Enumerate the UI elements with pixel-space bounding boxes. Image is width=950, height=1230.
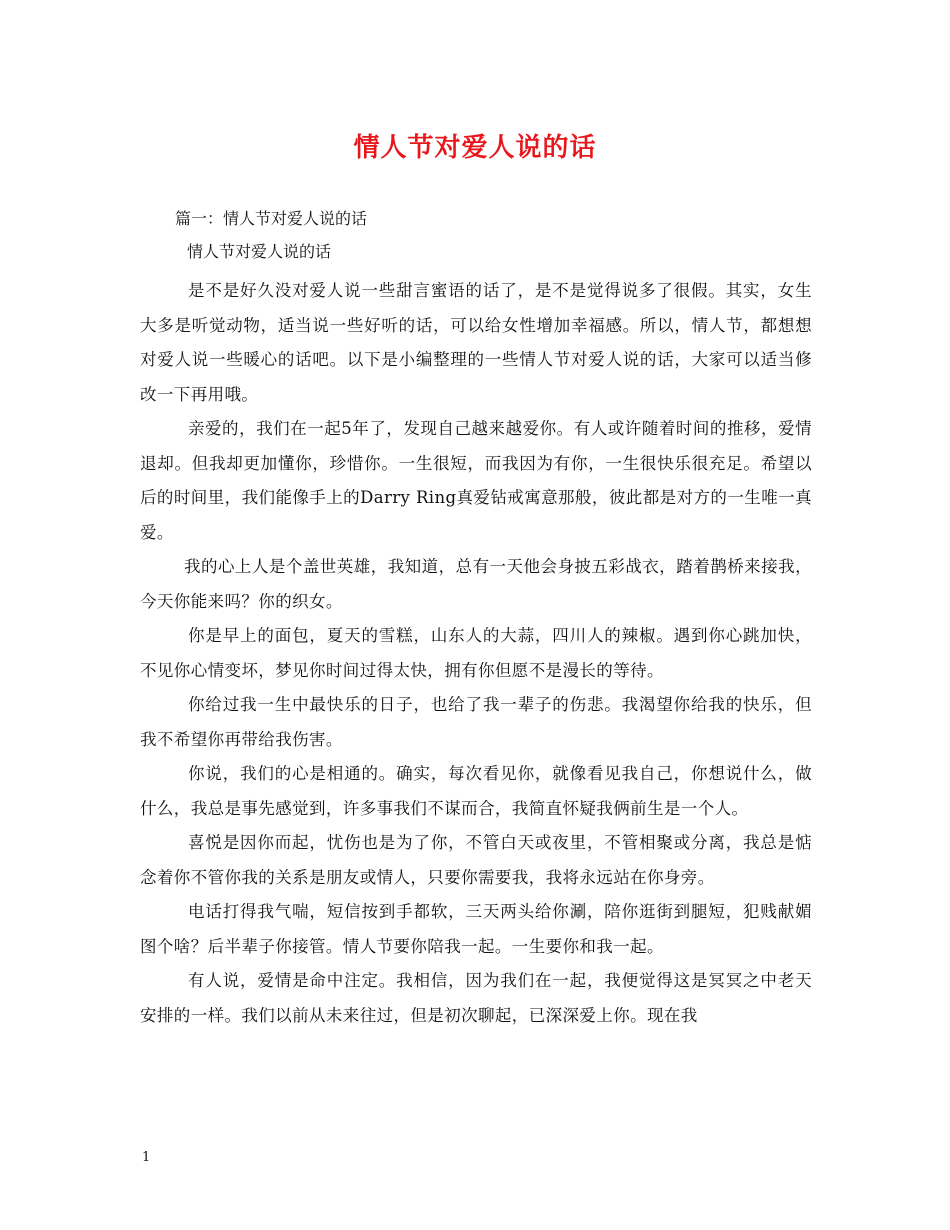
- paragraph: 你说，我们的心是相通的。确实，每次看见你，就像看见我自己，你想说什么，做什么，我总是事先感觉到，许多事我们不谋而合，我简直怀疑我俩前生是一个人。: [140, 764, 812, 818]
- paragraph: 你是早上的面包，夏天的雪糕，山东人的大蒜，四川人的辣椒。遇到你心跳加快，不见你心情变坏，梦见你时间过得太快，拥有你但愿不是漫长的等待。: [140, 626, 812, 680]
- document-title: 情人节对爱人说的话: [353, 133, 597, 163]
- paragraph: 电话打得我气喘，短信按到手都软，三天两头给你涮，陪你逛街到腿短，犯贱献媚图个啥？后半辈子你接管。情人节要你陪我一起。一生要你和我一起。: [140, 902, 812, 956]
- paragraph-intro: 是不是好久没对爱人说一些甜言蜜语的话了，是不是觉得说多了很假。其实，女生大多是听觉动物，适当说一些好听的话，可以给女性增加幸福感。所以，情人节，都想想对爱人说一些暖心的话吧。以下是小编整理的一些情人节对爱人说的话，大家可以适当修改一下再用哦。: [140, 281, 812, 404]
- paragraph: 我的心上人是个盖世英雄，我知道，总有一天他会身披五彩战衣，踏着鹊桥来接我，今天你能来吗？你的织女。: [140, 557, 812, 611]
- article-subtitle: 情人节对爱人说的话: [187, 242, 332, 261]
- article-body: [140, 274, 812, 1033]
- section-heading: 篇一：情人节对爱人说的话: [175, 209, 368, 228]
- paragraph: 你给过我一生中最快乐的日子，也给了我一辈子的伤悲。我渴望你给我的快乐，但我不希望你再带给我伤害。: [140, 695, 812, 749]
- paragraph: 亲爱的，我们在一起5年了，发现自己越来越爱你。有人或许随着时间的推移，爱情退却。但我却更加懂你，珍惜你。一生很短，而我因为有你，一生很快乐很充足。希望以后的时间里，我们能像手上的Darry Ring真爱钻戒寓意那般，彼此都是对方的一生唯一真爱。: [140, 419, 812, 542]
- paragraph: 有人说，爱情是命中注定。我相信，因为我们在一起，我便觉得这是冥冥之中老天安排的一样。我们以前从未来往过，但是初次聊起，已深深爱上你。现在我: [140, 971, 812, 1025]
- paragraph: 喜悦是因你而起，忧伤也是为了你，不管白天或夜里，不管相聚或分离，我总是惦念着你不管你我的关系是朋友或情人，只要你需要我，我将永远站在你身旁。: [140, 833, 812, 887]
- page-number: 1: [142, 1150, 151, 1165]
